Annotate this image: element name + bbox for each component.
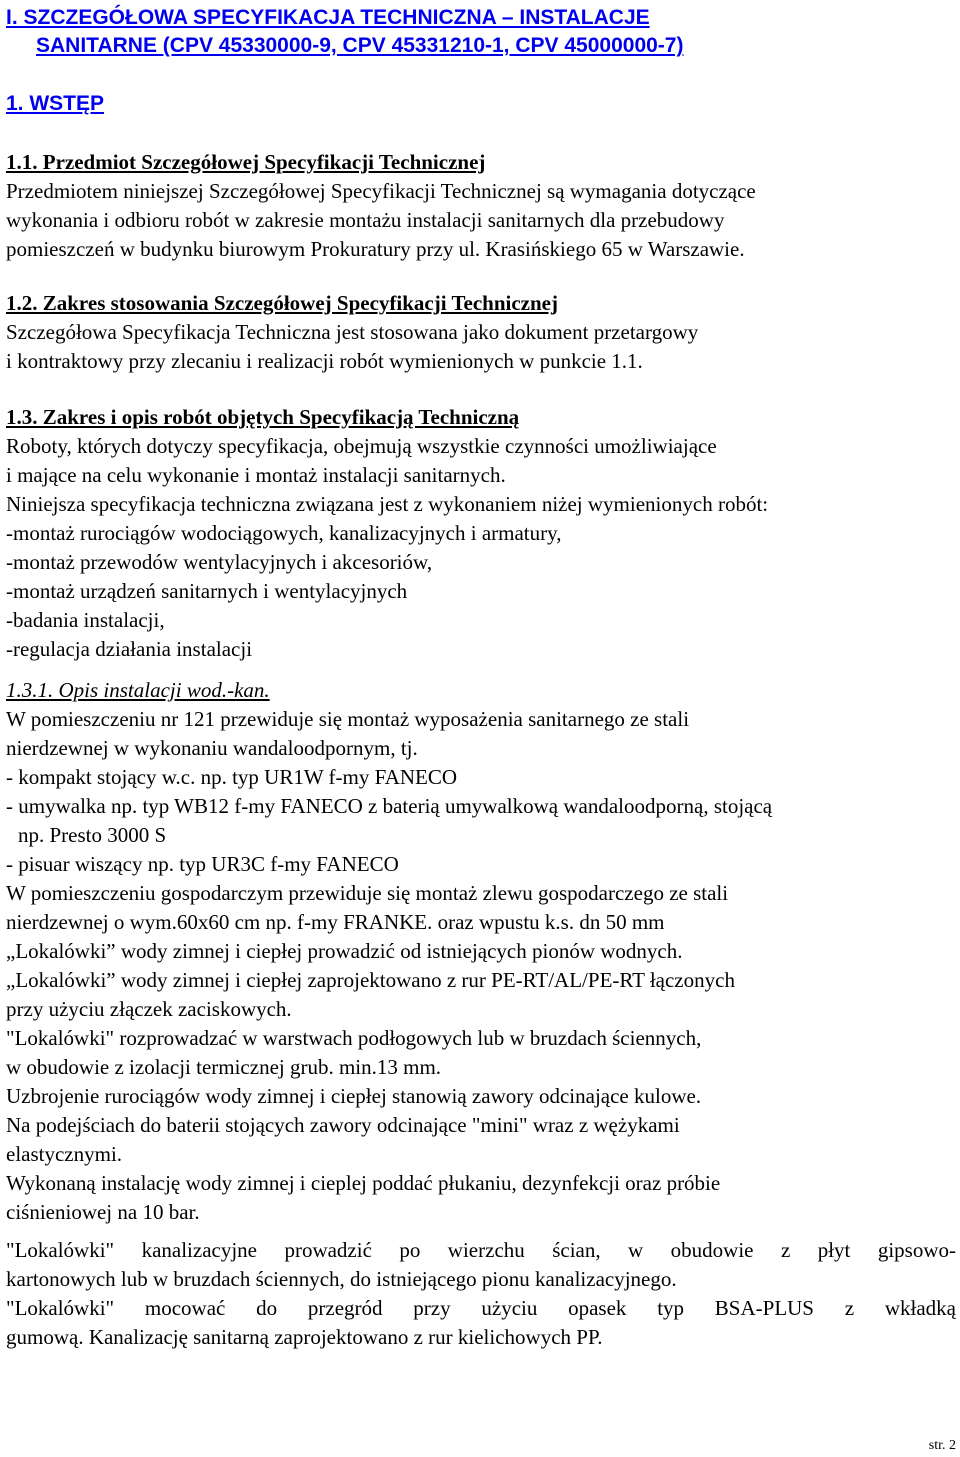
paragraph-line: W pomieszczeniu nr 121 przewiduje się montaż wyposażenia sanitarnego ze stali	[6, 707, 690, 731]
header-title-line2: SANITARNE (CPV 45330000-9, CPV 45331210-1, CPV 45000000-7)	[36, 34, 684, 57]
paragraph-line: „Lokalówki” wody zimnej i ciepłej zaprojektowano z rur PE-RT/AL/PE-RT łączonych	[6, 968, 735, 992]
list-item: - kompakt stojący w.c. np. typ UR1W f-my FANECO	[6, 765, 458, 789]
list-item: -montaż urządzeń sanitarnych i wentylacyjnych	[6, 579, 408, 603]
paragraph-line: Uzbrojenie rurociągów wody zimnej i ciepłej stanowią zawory odcinające kulowe.	[6, 1084, 702, 1108]
list-item: -montaż rurociągów wodociągowych, kanalizacyjnych i armatury,	[6, 521, 562, 545]
paragraph-line: nierdzewnej w wykonaniu wandaloodpornym, tj.	[6, 736, 418, 760]
paragraph-line: nierdzewnej o wym.60x60 cm np. f-my FRANKE. oraz wpustu k.s. dn 50 mm	[6, 910, 665, 934]
paragraph-line: „Lokalówki” wody zimnej i ciepłej prowadzić od istniejących pionów wodnych.	[6, 939, 683, 963]
paragraph-line: kartonowych lub w bruzdach ściennych, do istniejącego pionu kanalizacyjnego.	[6, 1267, 677, 1291]
section-1-3	[6, 403, 956, 664]
paragraph-line: "Lokalówki" rozprowadzać w warstwach podłogowych lub w bruzdach ściennych,	[6, 1026, 702, 1050]
paragraph-line: W pomieszczeniu gospodarczym przewiduje się montaż zlewu gospodarczego ze stali	[6, 881, 729, 905]
list-item: -regulacja działania instalacji	[6, 637, 253, 661]
paragraph-line: Przedmiotem niniejszej Szczegółowej Specyfikacji Technicznej są wymagania dotyczące	[6, 179, 756, 203]
list-item-continuation: np. Presto 3000 S	[18, 823, 167, 847]
paragraph-line: i mające na celu wykonanie i montaż instalacji sanitarnych.	[6, 463, 506, 487]
header-title-line1: I. SZCZEGÓŁOWA SPECYFIKACJA TECHNICZNA – INSTALACJE	[6, 6, 650, 29]
section-1-3-1-heading: 1.3.1. Opis instalacji wod.-kan.	[6, 678, 270, 702]
paragraph-line: i kontraktowy przy zlecaniu i realizacji robót wymienionych w punkcie 1.1.	[6, 349, 643, 373]
paragraph-line: Niniejsza specyfikacja techniczna związana jest z wykonaniem niżej wymienionych robót:	[6, 492, 769, 516]
section-1-3-heading: 1.3. Zakres i opis robót objętych Specyfikacją Techniczną	[6, 405, 520, 429]
section-1-1	[6, 148, 956, 264]
list-item: - umywalka np. typ WB12 f-my FANECO z baterią umywalkową wandaloodporną, stojącą	[6, 794, 773, 818]
paragraph-line: wykonania i odbioru robót w zakresie montażu instalacji sanitarnych dla przebudowy	[6, 208, 725, 232]
paragraph-line: ciśnieniowej na 10 bar.	[6, 1200, 200, 1224]
paragraph-line: elastycznymi.	[6, 1142, 123, 1166]
header-intro: 1. WSTĘP	[6, 92, 105, 115]
section-1-3-1	[6, 676, 956, 1227]
paragraph-line: "Lokalówki" kanalizacyjne prowadzić po wierzchu ścian, w obudowie z płyt gipsowo-	[6, 1238, 956, 1262]
section-1-2	[6, 289, 956, 376]
paragraph-line: gumową. Kanalizację sanitarną zaprojektowano z rur kielichowych PP.	[6, 1325, 603, 1349]
page-number: str. 2	[928, 1438, 956, 1453]
section-1-2-heading: 1.2. Zakres stosowania Szczegółowej Specyfikacji Technicznej	[6, 291, 558, 315]
paragraph-line: Na podejściach do baterii stojących zawory odcinające "mini" wraz z wężykami	[6, 1113, 680, 1137]
section-1-3-1-sewage	[6, 1236, 956, 1352]
paragraph-line: Roboty, których dotyczy specyfikacja, obejmują wszystkie czynności umożliwiające	[6, 434, 717, 458]
document-header	[6, 4, 683, 118]
paragraph-line: Szczegółowa Specyfikacja Techniczna jest stosowana jako dokument przetargowy	[6, 320, 699, 344]
paragraph-line: "Lokalówki" mocować do przegród przy użyciu opasek typ BSA-PLUS z wkładką	[6, 1296, 956, 1320]
list-item: -badania instalacji,	[6, 608, 165, 632]
list-item: -montaż przewodów wentylacyjnych i akcesoriów,	[6, 550, 433, 574]
paragraph-line: Wykonaną instalację wody zimnej i cieplej poddać płukaniu, dezynfekcji oraz próbie	[6, 1171, 721, 1195]
paragraph-line: przy użyciu złączek zaciskowych.	[6, 997, 292, 1021]
paragraph-line: w obudowie z izolacji termicznej grub. min.13 mm.	[6, 1055, 442, 1079]
section-1-1-heading: 1.1. Przedmiot Szczegółowej Specyfikacji Technicznej	[6, 150, 486, 174]
list-item: - pisuar wiszący np. typ UR3C f-my FANECO	[6, 852, 399, 876]
paragraph-line: pomieszczeń w budynku biurowym Prokuratury przy ul. Krasińskiego 65 w Warszawie.	[6, 237, 745, 261]
